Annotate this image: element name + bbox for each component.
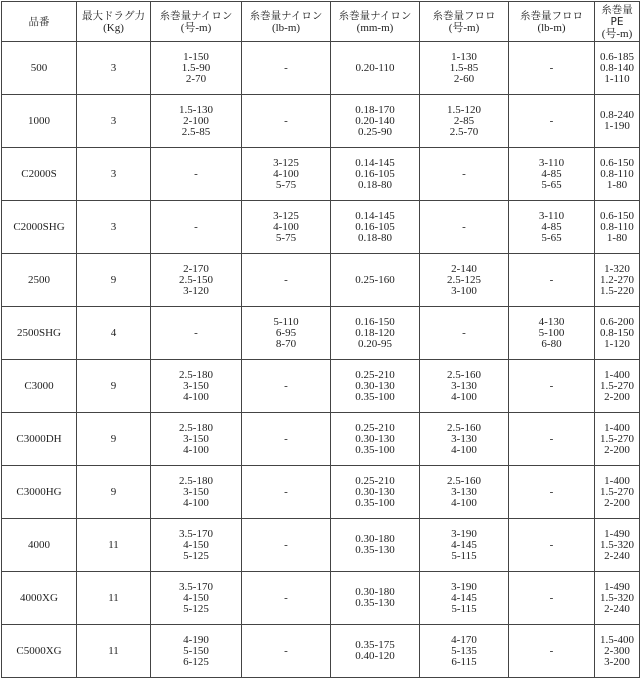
cell-value: 2.5-180 [179,421,213,434]
pe-go-cell [595,201,640,254]
cell-value: 1.5-270 [600,379,634,392]
nylon-go-cell [151,360,242,413]
cell-value: 0.16-105 [355,220,395,233]
fluoro-lb-cell [509,254,595,307]
cell-value: 4-100 [451,443,477,456]
cell-value: 3-125 [273,156,299,169]
fluoro-lb-cell [509,148,595,201]
cell-value: - [284,273,288,286]
cell-value: 4-100 [183,443,209,456]
pe-go-cell [595,254,640,307]
nylon-lb-cell [242,625,331,678]
nylon-mm-cell [331,519,420,572]
cell-value: 0.8-150 [600,326,634,339]
cell-value: 0.6-200 [600,315,634,328]
cell-value: 0.20-110 [355,61,395,74]
nylon-go-cell [151,519,242,572]
cell-value: 5-75 [275,178,297,191]
model-cell: C2000SHG [2,201,77,254]
cell-value: 2.5-160 [447,474,481,487]
cell-value: - [462,167,466,180]
nylon-go-cell [151,413,242,466]
fluoro-lb-cell [509,201,595,254]
nylon-go-cell [151,42,242,95]
nylon-go-cell [151,95,242,148]
cell-value: 0.18-80 [358,178,392,191]
nylon-lb-cell [242,42,331,95]
cell-value: 3.5-170 [179,580,213,593]
cell-value: 0.25-210 [355,368,395,381]
cell-value: 1.5-85 [449,61,479,74]
fluoro-go-cell [420,254,509,307]
header-label: 糸巻量PE [601,3,633,28]
nylon-mm-cell [331,307,420,360]
cell-value: - [194,220,198,233]
cell-value: 3-150 [183,485,209,498]
fluoro-go-cell [420,307,509,360]
model-cell: 2500 [2,254,77,307]
max-drag-cell: 3 [77,42,151,95]
header-unit: (号-m) [180,21,212,34]
cell-value: 5-125 [183,602,209,615]
cell-value: 3-190 [451,580,477,593]
cell-value: 3-125 [273,209,299,222]
nylon-lb-cell [242,254,331,307]
fluoro-lb-cell [509,95,595,148]
cell-value: 1-490 [604,580,630,593]
cell-value: 0.8-240 [600,109,634,121]
fluoro-go-cell [420,95,509,148]
cell-value: - [549,432,554,445]
nylon-mm-header [331,2,420,42]
cell-value: 1-400 [604,421,630,434]
cell-value: - [284,114,288,127]
nylon-lb-cell [242,360,331,413]
cell-value: 4-85 [541,167,562,180]
model-cell: C5000XG [2,625,77,678]
cell-value: 0.14-145 [355,209,395,222]
fluoro-go-cell [420,201,509,254]
header-label: 糸巻量ナイロン [338,9,412,22]
cell-value: - [549,485,554,498]
cell-value: 1.5-270 [600,432,634,445]
cell-value: - [462,220,466,233]
cell-value: 0.25-90 [358,125,392,138]
pe-go-cell [595,42,640,95]
cell-value: 5-135 [451,644,477,657]
table-row [2,201,640,254]
fluoro-lb-cell [509,519,595,572]
model-cell: 4000 [2,519,77,572]
cell-value: 1.2-270 [600,273,634,286]
cell-value: 0.18-170 [355,103,395,116]
cell-value: 3-150 [183,379,209,392]
cell-value: 5-110 [273,315,299,328]
cell-value: 1-150 [183,50,209,63]
pe-go-cell [595,413,640,466]
model-cell: C2000S [2,148,77,201]
header-unit: (号-m) [448,21,480,34]
cell-value: 1-120 [604,337,630,350]
cell-value: 0.25-210 [355,474,395,487]
cell-value: 4-100 [451,390,477,403]
model-cell: C3000HG [2,466,77,519]
cell-value: 0.35-100 [355,443,395,456]
cell-value: 4-145 [451,538,477,551]
max-drag-cell: 9 [77,254,151,307]
cell-value: 0.16-105 [355,167,395,180]
cell-value: 4-100 [273,220,299,233]
header-unit: (Kg) [103,21,124,34]
cell-value: 3-130 [451,485,477,498]
cell-value: 2-240 [604,549,630,562]
cell-value: 3-150 [183,432,209,445]
cell-value: 5-100 [538,326,565,339]
cell-value: 3-130 [451,432,477,445]
cell-value: 5-65 [541,231,562,244]
cell-value: 0.35-130 [355,597,395,609]
fluoro-lb-cell [509,42,595,95]
fluoro-go-cell [420,413,509,466]
model-cell: 500 [2,42,77,95]
cell-value: - [284,379,288,392]
table-row [2,625,640,678]
cell-value: - [549,379,554,392]
cell-value: 0.18-120 [355,326,395,339]
cell-value: 1.5-220 [600,284,634,297]
header-label: 糸巻量フロロ [432,9,496,22]
cell-value: 4-170 [451,633,477,646]
nylon-go-cell [151,307,242,360]
header-label: 最大ドラグ力 [82,9,145,22]
max-drag-header [77,2,151,42]
model-header [2,2,77,42]
model-cell: 1000 [2,95,77,148]
cell-value: 6-125 [183,655,209,668]
cell-value: 4-85 [541,220,562,233]
cell-value: - [284,432,288,445]
fluoro-go-cell [420,148,509,201]
cell-value: - [549,273,554,286]
max-drag-cell: 11 [77,572,151,625]
fluoro-go-cell [420,42,509,95]
cell-value: 0.20-140 [355,114,395,127]
cell-value: 1.5-130 [179,103,213,116]
nylon-mm-cell [331,572,420,625]
fluoro-lb-cell [509,466,595,519]
nylon-lb-cell [242,413,331,466]
cell-value: 2.5-150 [179,273,213,286]
fluoro-go-cell [420,466,509,519]
table-row [2,572,640,625]
cell-value: 0.8-110 [600,167,634,180]
cell-value: - [194,326,198,339]
nylon-mm-cell [331,466,420,519]
cell-value: 0.6-185 [600,50,634,63]
cell-value: 4-100 [273,167,299,180]
cell-value: 2-200 [604,390,630,403]
cell-value: 0.35-100 [355,390,395,403]
cell-value: 2-300 [604,644,630,657]
cell-value: 6-95 [275,326,297,339]
cell-value: - [194,167,198,180]
cell-value: 1.5-90 [181,61,211,74]
cell-value: - [549,61,554,74]
cell-value: 1.5-320 [600,538,634,551]
cell-value: 1-490 [604,527,630,540]
cell-value: 4-130 [538,315,565,328]
pe-go-cell [595,307,640,360]
header-label: 糸巻量フロロ [520,9,583,22]
table-row [2,519,640,572]
nylon-lb-cell [242,95,331,148]
fluoro-go-cell [420,572,509,625]
nylon-lb-cell [242,519,331,572]
cell-value: - [462,326,466,339]
cell-value: 1.5-270 [600,485,634,498]
cell-value: 0.8-140 [600,61,634,74]
max-drag-cell: 3 [77,148,151,201]
nylon-go-cell [151,254,242,307]
cell-value: 2-70 [185,72,207,85]
cell-value: 0.8-110 [600,220,634,233]
cell-value: 0.35-175 [355,639,395,651]
pe-go-cell [595,625,640,678]
cell-value: 3-200 [604,655,630,668]
cell-value: 6-115 [451,655,477,668]
header-label: 品番 [28,15,50,28]
nylon-mm-cell [331,413,420,466]
cell-value: 0.35-100 [355,496,395,509]
cell-value: 0.6-150 [600,209,634,222]
cell-value: 3-190 [451,527,477,540]
nylon-mm-cell [331,360,420,413]
cell-value: 0.35-130 [355,544,395,556]
nylon-mm-cell [331,42,420,95]
cell-value: 1-130 [451,50,477,63]
max-drag-cell: 3 [77,201,151,254]
cell-value: 2.5-180 [179,474,213,487]
model-cell: C3000DH [2,413,77,466]
cell-value: 0.30-180 [355,586,395,598]
cell-value: - [284,644,288,657]
cell-value: 2-85 [453,114,475,127]
cell-value: 1-190 [604,120,630,132]
table-row [2,413,640,466]
cell-value: 4-145 [451,591,477,604]
cell-value: 5-125 [183,549,209,562]
nylon-go-cell [151,466,242,519]
model-cell: 2500SHG [2,307,77,360]
table-body [2,42,640,678]
cell-value: 2-100 [183,114,209,127]
header-unit: (lb-m) [271,21,301,34]
cell-value: 4-150 [183,538,209,551]
max-drag-cell: 11 [77,519,151,572]
header-unit: (lb-m) [537,21,566,34]
cell-value: 0.25-160 [355,273,395,286]
cell-value: 4-100 [183,496,209,509]
cell-value: 3-130 [451,379,477,392]
cell-value: 2-140 [451,262,477,275]
nylon-mm-cell [331,625,420,678]
header-unit: (mm-m) [356,21,394,34]
pe-go-cell [595,572,640,625]
nylon-go-cell [151,148,242,201]
cell-value: 2.5-125 [447,273,481,286]
fluoro-lb-cell [509,625,595,678]
cell-value: 0.16-150 [355,315,395,328]
cell-value: 5-75 [275,231,297,244]
fluoro-lb-cell [509,360,595,413]
max-drag-cell: 9 [77,360,151,413]
cell-value: - [549,591,554,604]
pe-go-header [595,2,640,42]
cell-value: 5-115 [451,602,477,615]
header-label: 糸巻量ナイロン [159,9,233,22]
cell-value: - [549,114,554,127]
cell-value: 1-80 [606,231,628,244]
cell-value: 2.5-160 [447,421,481,434]
cell-value: 1-80 [606,178,628,191]
cell-value: - [284,591,288,604]
cell-value: 2.5-85 [181,125,211,138]
cell-value: 3-110 [538,209,565,222]
cell-value: - [549,644,554,657]
max-drag-cell: 3 [77,95,151,148]
model-cell: C3000 [2,360,77,413]
cell-value: 1.5-320 [600,591,634,604]
cell-value: 1-400 [604,368,630,381]
cell-value: - [284,61,288,74]
table-row [2,148,640,201]
cell-value: 1-110 [604,72,630,85]
max-drag-cell: 4 [77,307,151,360]
cell-value: 1.5-120 [447,103,481,116]
cell-value: 0.30-130 [355,379,395,392]
cell-value: 6-80 [541,337,562,350]
cell-value: 8-70 [275,337,297,350]
cell-value: 2.5-160 [447,368,481,381]
cell-value: 0.30-130 [355,485,395,498]
fluoro-go-header [420,2,509,42]
cell-value: 2-200 [604,496,630,509]
max-drag-cell: 9 [77,466,151,519]
nylon-go-cell [151,572,242,625]
cell-value: 0.40-120 [355,650,395,662]
nylon-go-cell [151,201,242,254]
fluoro-lb-header [509,2,595,42]
cell-value: 0.25-210 [355,421,395,434]
nylon-go-cell [151,625,242,678]
cell-value: 3.5-170 [179,527,213,540]
cell-value: 3-110 [538,156,565,169]
cell-value: 2.5-70 [449,125,479,138]
pe-go-cell [595,466,640,519]
nylon-mm-cell [331,254,420,307]
cell-value: 0.6-150 [600,156,634,169]
nylon-lb-header [242,2,331,42]
nylon-lb-cell [242,148,331,201]
cell-value: 2-200 [604,443,630,456]
cell-value: 0.18-80 [358,231,392,244]
cell-value: 4-190 [183,633,209,646]
table-row [2,254,640,307]
table-row [2,42,640,95]
fluoro-go-cell [420,360,509,413]
cell-value: 1-320 [604,262,630,275]
nylon-mm-cell [331,148,420,201]
pe-go-cell [595,519,640,572]
pe-go-cell [595,148,640,201]
cell-value: 2.5-180 [179,368,213,381]
max-drag-cell: 9 [77,413,151,466]
spec-table [1,1,640,678]
fluoro-go-cell [420,519,509,572]
cell-value: 0.30-180 [355,533,395,545]
cell-value: 2-240 [604,602,630,615]
cell-value: 4-100 [451,496,477,509]
header-row [2,2,640,42]
cell-value: 3-120 [183,284,209,297]
cell-value: 4-100 [183,390,209,403]
cell-value: 5-150 [183,644,209,657]
header-label: 糸巻量ナイロン [249,9,323,22]
nylon-lb-cell [242,201,331,254]
cell-value: 1-400 [604,474,630,487]
nylon-mm-cell [331,201,420,254]
cell-value: 2-60 [453,72,475,85]
cell-value: 3-100 [451,284,477,297]
max-drag-cell: 11 [77,625,151,678]
nylon-go-header [151,2,242,42]
cell-value: 0.30-130 [355,432,395,445]
fluoro-lb-cell [509,572,595,625]
table-row [2,360,640,413]
cell-value: - [284,485,288,498]
pe-go-cell [595,95,640,148]
nylon-lb-cell [242,307,331,360]
cell-value: 1.5-400 [600,633,634,646]
nylon-lb-cell [242,466,331,519]
cell-value: 5-65 [541,178,562,191]
cell-value: 0.14-145 [355,156,395,169]
table-row [2,307,640,360]
header-unit: (号-m) [601,27,633,40]
model-cell: 4000XG [2,572,77,625]
cell-value: - [284,538,288,551]
cell-value: - [549,538,554,551]
table-row [2,466,640,519]
fluoro-lb-cell [509,413,595,466]
cell-value: 2-170 [183,262,209,275]
fluoro-go-cell [420,625,509,678]
table-row [2,95,640,148]
cell-value: 4-150 [183,591,209,604]
nylon-lb-cell [242,572,331,625]
nylon-mm-cell [331,95,420,148]
cell-value: 0.20-95 [358,337,392,350]
pe-go-cell [595,360,640,413]
fluoro-lb-cell [509,307,595,360]
cell-value: 5-115 [451,549,477,562]
